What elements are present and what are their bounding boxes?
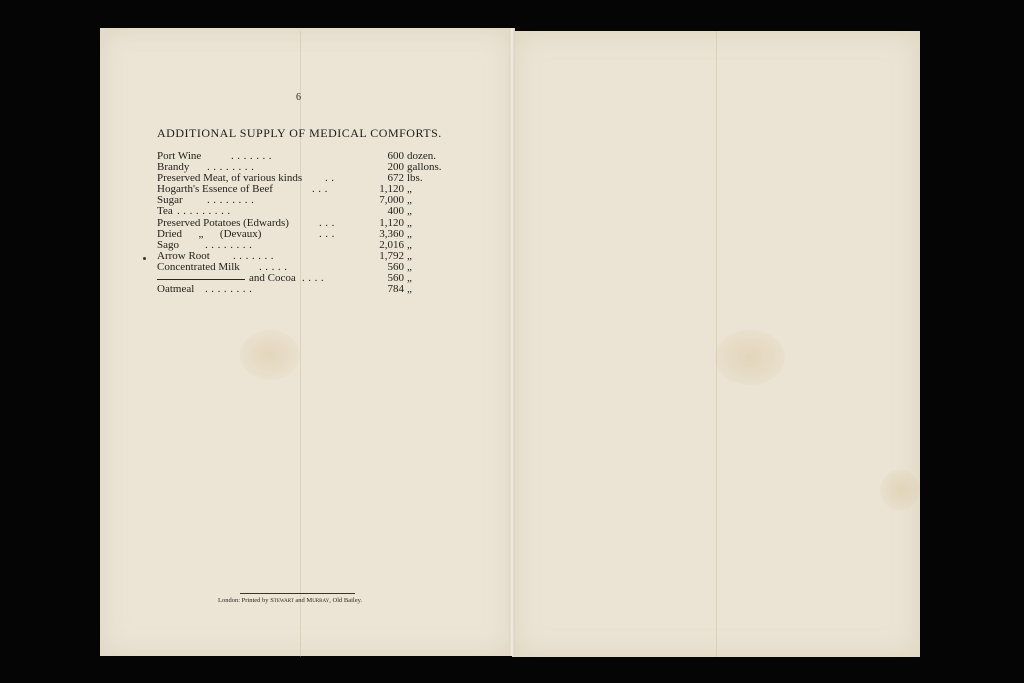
paper-stain <box>715 330 785 385</box>
footer-rule <box>240 593 355 594</box>
item-quantity: 560 <box>387 260 404 273</box>
dot-leader: . . <box>325 172 335 185</box>
printer-name: Stewart <box>270 597 294 604</box>
item-unit: „ <box>407 272 412 285</box>
item-unit: „ <box>407 194 412 207</box>
item-unit: „ <box>407 183 412 196</box>
item-unit: gallons. <box>407 161 442 174</box>
dot-leader: . . . <box>319 227 335 240</box>
page-fold <box>716 31 717 657</box>
table-row <box>157 218 447 229</box>
item-name: Concentrated Milk <box>157 260 240 273</box>
item-unit: „ <box>407 249 412 262</box>
dot-leader: . . . . . . . . <box>207 161 255 174</box>
item-quantity: 784 <box>387 283 404 296</box>
dot-leader: . . . . . . . <box>231 150 272 162</box>
item-unit: „ <box>407 227 412 240</box>
item-name: Port Wine <box>157 150 202 162</box>
item-name: Sugar <box>157 194 183 207</box>
item-quantity: 1,792 <box>379 249 404 262</box>
item-unit: „ <box>407 283 412 296</box>
item-unit: lbs. <box>407 172 423 185</box>
printer-imprint <box>218 597 362 604</box>
item-name: Arrow Root <box>157 249 210 262</box>
item-quantity: 1,120 <box>379 216 404 229</box>
item-unit: „ <box>407 238 412 251</box>
item-name: Preserved Meat, of various kinds <box>157 172 303 185</box>
left-page <box>100 28 512 656</box>
item-unit: „ <box>407 216 412 229</box>
dot-leader: . . . . . . . <box>233 249 274 262</box>
dot-leader: . . . . . . . . <box>205 283 253 296</box>
item-quantity: 2,016 <box>379 238 404 251</box>
dot-leader: . . . . <box>302 272 325 285</box>
item-unit: „ <box>407 260 412 273</box>
paper-stain <box>880 470 920 510</box>
item-quantity: 1,120 <box>379 183 404 196</box>
dot-leader: . . . . . <box>259 260 288 273</box>
item-name: Oatmeal <box>157 283 195 296</box>
imprint-and: and <box>295 597 305 604</box>
dot-leader: . . . . . . . . <box>205 238 253 251</box>
paper-stain <box>240 330 300 380</box>
item-quantity: 200 <box>387 161 404 174</box>
item-quantity: 400 <box>387 205 404 218</box>
item-quantity: 600 <box>387 150 404 162</box>
item-quantity: 3,360 <box>379 227 404 240</box>
ink-speck <box>143 257 146 260</box>
item-name: Tea <box>157 205 173 218</box>
printer-name: Murray <box>306 597 330 604</box>
table-row <box>157 284 447 295</box>
dot-leader: . . . <box>312 183 328 196</box>
dot-leader: . . . <box>319 216 335 229</box>
imprint-suffix: , Old Bailey. <box>329 597 363 604</box>
item-quantity: 7,000 <box>379 194 404 207</box>
item-name-text: and Cocoa <box>249 272 296 285</box>
item-quantity: 672 <box>387 172 404 185</box>
dot-leader: . . . . . . . . . <box>177 205 231 218</box>
supply-table <box>157 151 447 295</box>
item-name: Sago <box>157 238 179 251</box>
table-row <box>157 206 447 217</box>
item-name: Brandy <box>157 161 190 174</box>
item-quantity: 560 <box>387 272 404 285</box>
dot-leader: . . . . . . . . <box>207 194 255 207</box>
item-name: Hogarth's Essence of Beef <box>157 183 273 196</box>
ditto-rule <box>157 273 245 280</box>
item-name: Dried „ (Devaux) <box>157 227 262 240</box>
page-fold <box>300 31 301 657</box>
section-heading: ADDITIONAL SUPPLY OF MEDICAL COMFORTS. <box>157 126 442 140</box>
item-name: Preserved Potatoes (Edwards) <box>157 216 289 229</box>
item-unit: dozen. <box>407 150 437 162</box>
page-number: 6 <box>296 92 301 103</box>
imprint-prefix: London: Printed by <box>218 597 269 604</box>
book-gutter <box>509 28 515 656</box>
item-unit: „ <box>407 205 412 218</box>
